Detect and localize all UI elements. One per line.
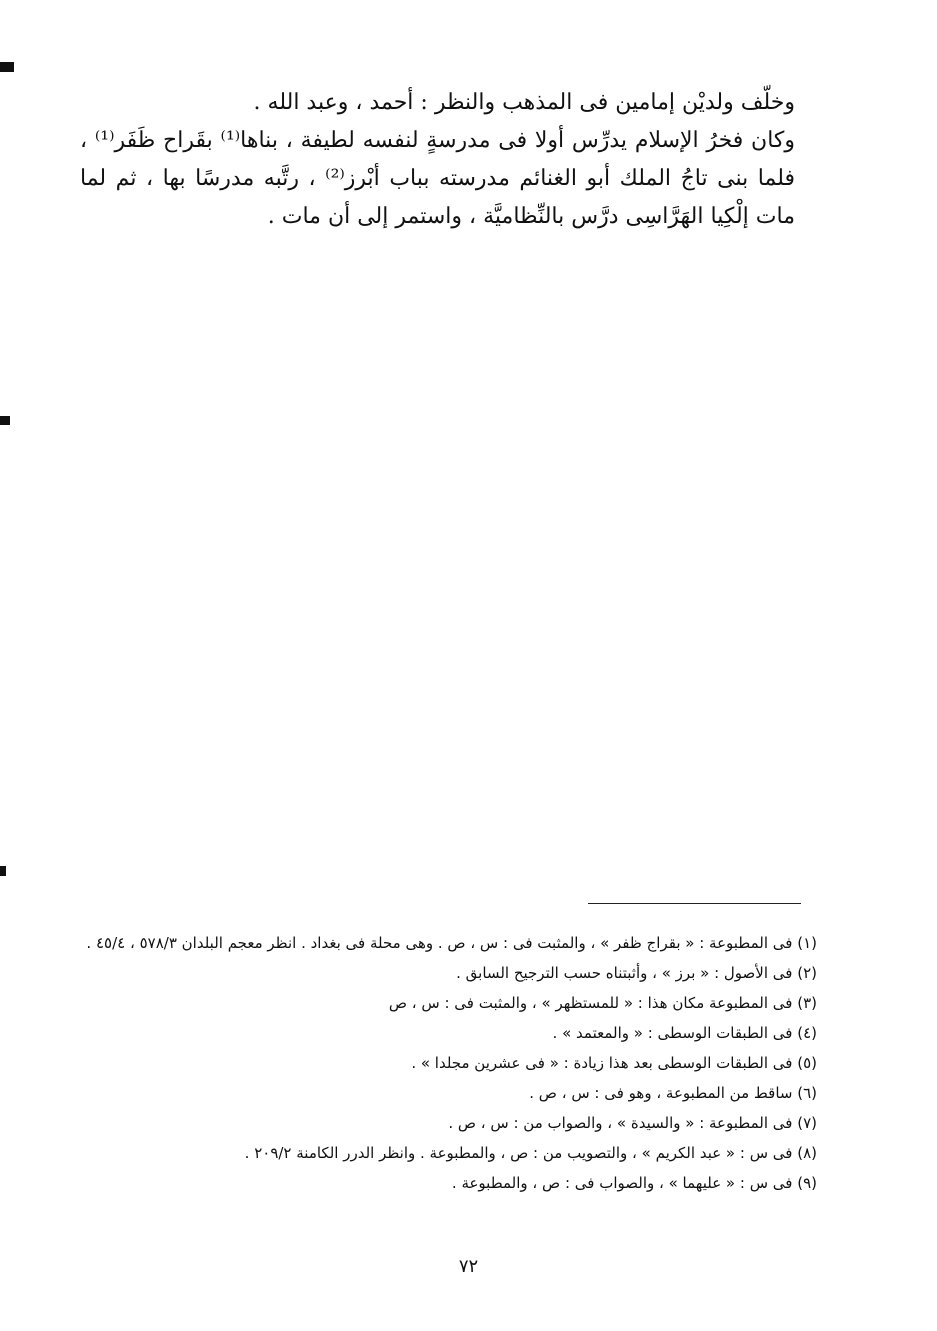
footnote-item: (٧) فى المطبوعة : « والسيدة » ، والصواب من : س ، ص . xyxy=(448,1114,817,1132)
footnote-item: (٤) فى الطبقات الوسطى : « والمعتمد » . xyxy=(552,1024,817,1042)
scan-edge-mark-middle xyxy=(0,416,10,425)
paragraph-sons: وخلّف ولديْن إمامين فى المذهب والنظر : أحمد ، وعبد الله . xyxy=(253,90,795,115)
footnote-item: (٣) فى المطبوعة مكان هذا : « للمستظهر » ، والمثبت فى : س ، ص xyxy=(388,994,817,1012)
footnotes xyxy=(80,928,817,1198)
footnote-item: (٥) فى الطبقات الوسطى بعد هذا زيادة : « فى عشرين مجلدا » . xyxy=(411,1054,817,1072)
footnote-item: (٩) فى س : « عليهما » ، والصواب فى : ص ، والمطبوعة . xyxy=(451,1174,817,1192)
footnote-item: (٦) ساقط من المطبوعة ، وهو فى : س ، ص . xyxy=(529,1084,817,1102)
scan-edge-mark-top xyxy=(0,62,14,72)
main-text xyxy=(80,84,817,250)
scan-edge-mark-lower xyxy=(0,866,6,876)
footnote-item: (٢) فى الأصول : « برز » ، وأثبتناه حسب الترجيح السابق . xyxy=(456,964,817,982)
footnote-divider xyxy=(588,903,801,904)
page-number: ٧٢ xyxy=(458,1256,479,1277)
footnote-item: (١) فى المطبوعة : « بقراج ظفر » ، والمثبت فى : س ، ص . وهى محلة فى بغداد . انظر معجم البلدان ٥٧٨/٣ ، ٤٥/٤ . xyxy=(86,934,817,952)
paragraph-teaching: وكان فخرُ الإسلام يدرِّس أولا فى مدرسةٍ لنفسه لطيفة ، بناها⁽¹⁾ بقَراح ظَفَر⁽¹⁾ ، فلما بنى تاجُ الملك أبو الغنائم مدرسته بباب أبْرز⁽²⁾ ، رتَّبه مدرسًا بها ، ثم لما مات إلْكِيا الهَرَّاسِى درَّس بالنِّظاميَّة ، واستمر إلى أن مات . xyxy=(80,128,796,229)
footnote-item: (٨) فى س : « عبد الكريم » ، والتصويب من : ص ، والمطبوعة . وانظر الدرر الكامنة ٢٠٩/٢ . xyxy=(244,1144,817,1162)
